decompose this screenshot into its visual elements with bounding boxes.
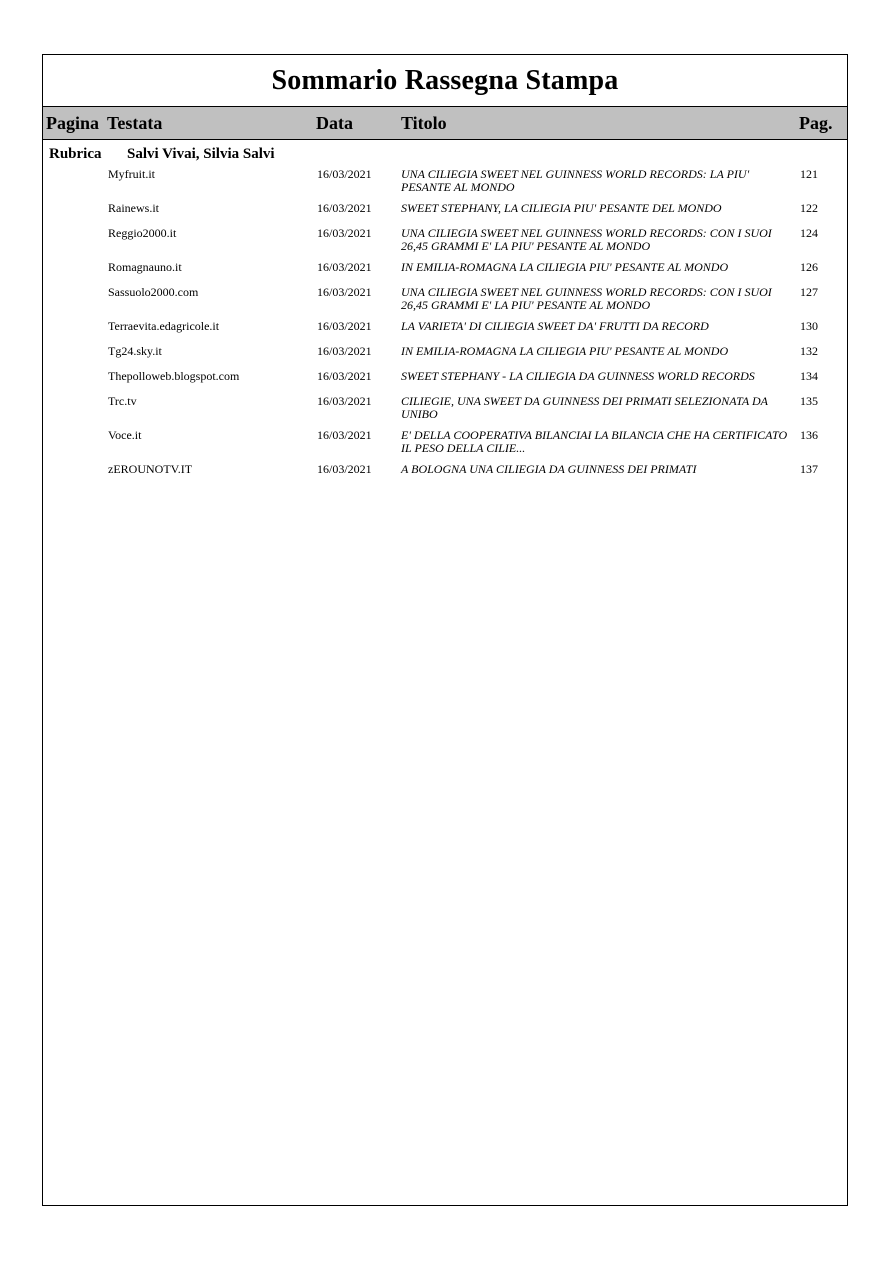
column-titolo: Titolo: [401, 113, 447, 133]
row-pag: 122: [800, 201, 818, 215]
row-data: 16/03/2021: [317, 319, 372, 333]
column-pag: Pag.: [799, 113, 833, 133]
row-data: 16/03/2021: [317, 428, 372, 442]
rubrica-label: Rubrica: [49, 146, 102, 162]
row-titolo: UNA CILIEGIA SWEET NEL GUINNESS WORLD RECORDS: CON I SUOI 26,45 GRAMMI E' LA PIU' PESANTE AL MONDO: [401, 285, 772, 312]
row-titolo: UNA CILIEGIA SWEET NEL GUINNESS WORLD RECORDS: LA PIU' PESANTE AL MONDO: [401, 167, 750, 194]
row-testata: Romagnauno.it: [108, 260, 182, 274]
table-row: [43, 202, 847, 227]
row-testata: Trc.tv: [108, 394, 137, 408]
table-row: [43, 463, 847, 488]
row-data: 16/03/2021: [317, 394, 372, 408]
column-testata: Testata: [107, 113, 163, 133]
row-pag: 135: [800, 394, 818, 408]
title-bar: [43, 55, 847, 107]
row-testata: zEROUNOTV.IT: [108, 462, 193, 476]
row-data: 16/03/2021: [317, 369, 372, 383]
column-data: Data: [316, 113, 353, 133]
row-titolo: IN EMILIA-ROMAGNA LA CILIEGIA PIU' PESANTE AL MONDO: [401, 344, 729, 358]
row-testata: Thepolloweb.blogspot.com: [108, 369, 240, 383]
row-pag: 136: [800, 428, 818, 442]
page-frame: [42, 54, 848, 1206]
rubrica-name: Salvi Vivai, Silvia Salvi: [127, 146, 275, 162]
table-row: [43, 345, 847, 370]
row-testata: Reggio2000.it: [108, 226, 177, 240]
table-row: [43, 227, 847, 261]
row-data: 16/03/2021: [317, 167, 372, 181]
row-data: 16/03/2021: [317, 260, 372, 274]
row-pag: 130: [800, 319, 818, 333]
article-list: [43, 168, 847, 488]
row-titolo: CILIEGIE, UNA SWEET DA GUINNESS DEI PRIMATI SELEZIONATA DA UNIBO: [401, 394, 768, 421]
row-testata: Terraevita.edagricole.it: [108, 319, 220, 333]
row-pag: 137: [800, 462, 818, 476]
row-testata: Tg24.sky.it: [108, 344, 162, 358]
row-titolo: IN EMILIA-ROMAGNA LA CILIEGIA PIU' PESANTE AL MONDO: [401, 260, 729, 274]
row-titolo: SWEET STEPHANY - LA CILIEGIA DA GUINNESS WORLD RECORDS: [401, 369, 755, 383]
table-row: [43, 286, 847, 320]
row-data: 16/03/2021: [317, 201, 372, 215]
row-titolo: A BOLOGNA UNA CILIEGIA DA GUINNESS DEI PRIMATI: [401, 462, 697, 476]
row-testata: Voce.it: [108, 428, 142, 442]
row-data: 16/03/2021: [317, 462, 372, 476]
table-row: [43, 320, 847, 345]
row-pag: 126: [800, 260, 818, 274]
table-row: [43, 261, 847, 286]
row-titolo: SWEET STEPHANY, LA CILIEGIA PIU' PESANTE DEL MONDO: [401, 201, 722, 215]
table-row: [43, 429, 847, 463]
row-titolo: E' DELLA COOPERATIVA BILANCIAI LA BILANCIA CHE HA CERTIFICATO IL PESO DELLA CILIE...: [401, 428, 788, 455]
row-pag: 127: [800, 285, 818, 299]
table-row: [43, 370, 847, 395]
table-row: [43, 168, 847, 202]
row-data: 16/03/2021: [317, 226, 372, 240]
row-titolo: UNA CILIEGIA SWEET NEL GUINNESS WORLD RECORDS: CON I SUOI 26,45 GRAMMI E' LA PIU' PESANTE AL MONDO: [401, 226, 772, 253]
row-data: 16/03/2021: [317, 285, 372, 299]
row-pag: 124: [800, 226, 818, 240]
row-testata: Rainews.it: [108, 201, 159, 215]
rubrica-section: [43, 140, 847, 168]
column-pagina: Pagina: [46, 113, 100, 133]
row-titolo: LA VARIETA' DI CILIEGIA SWEET DA' FRUTTI DA RECORD: [401, 319, 709, 333]
row-testata: Sassuolo2000.com: [108, 285, 199, 299]
row-pag: 132: [800, 344, 818, 358]
row-pag: 134: [800, 369, 818, 383]
row-data: 16/03/2021: [317, 344, 372, 358]
page-title: Sommario Rassegna Stampa: [271, 64, 619, 96]
column-header: [43, 107, 847, 140]
row-testata: Myfruit.it: [108, 167, 155, 181]
row-pag: 121: [800, 167, 818, 181]
table-row: [43, 395, 847, 429]
